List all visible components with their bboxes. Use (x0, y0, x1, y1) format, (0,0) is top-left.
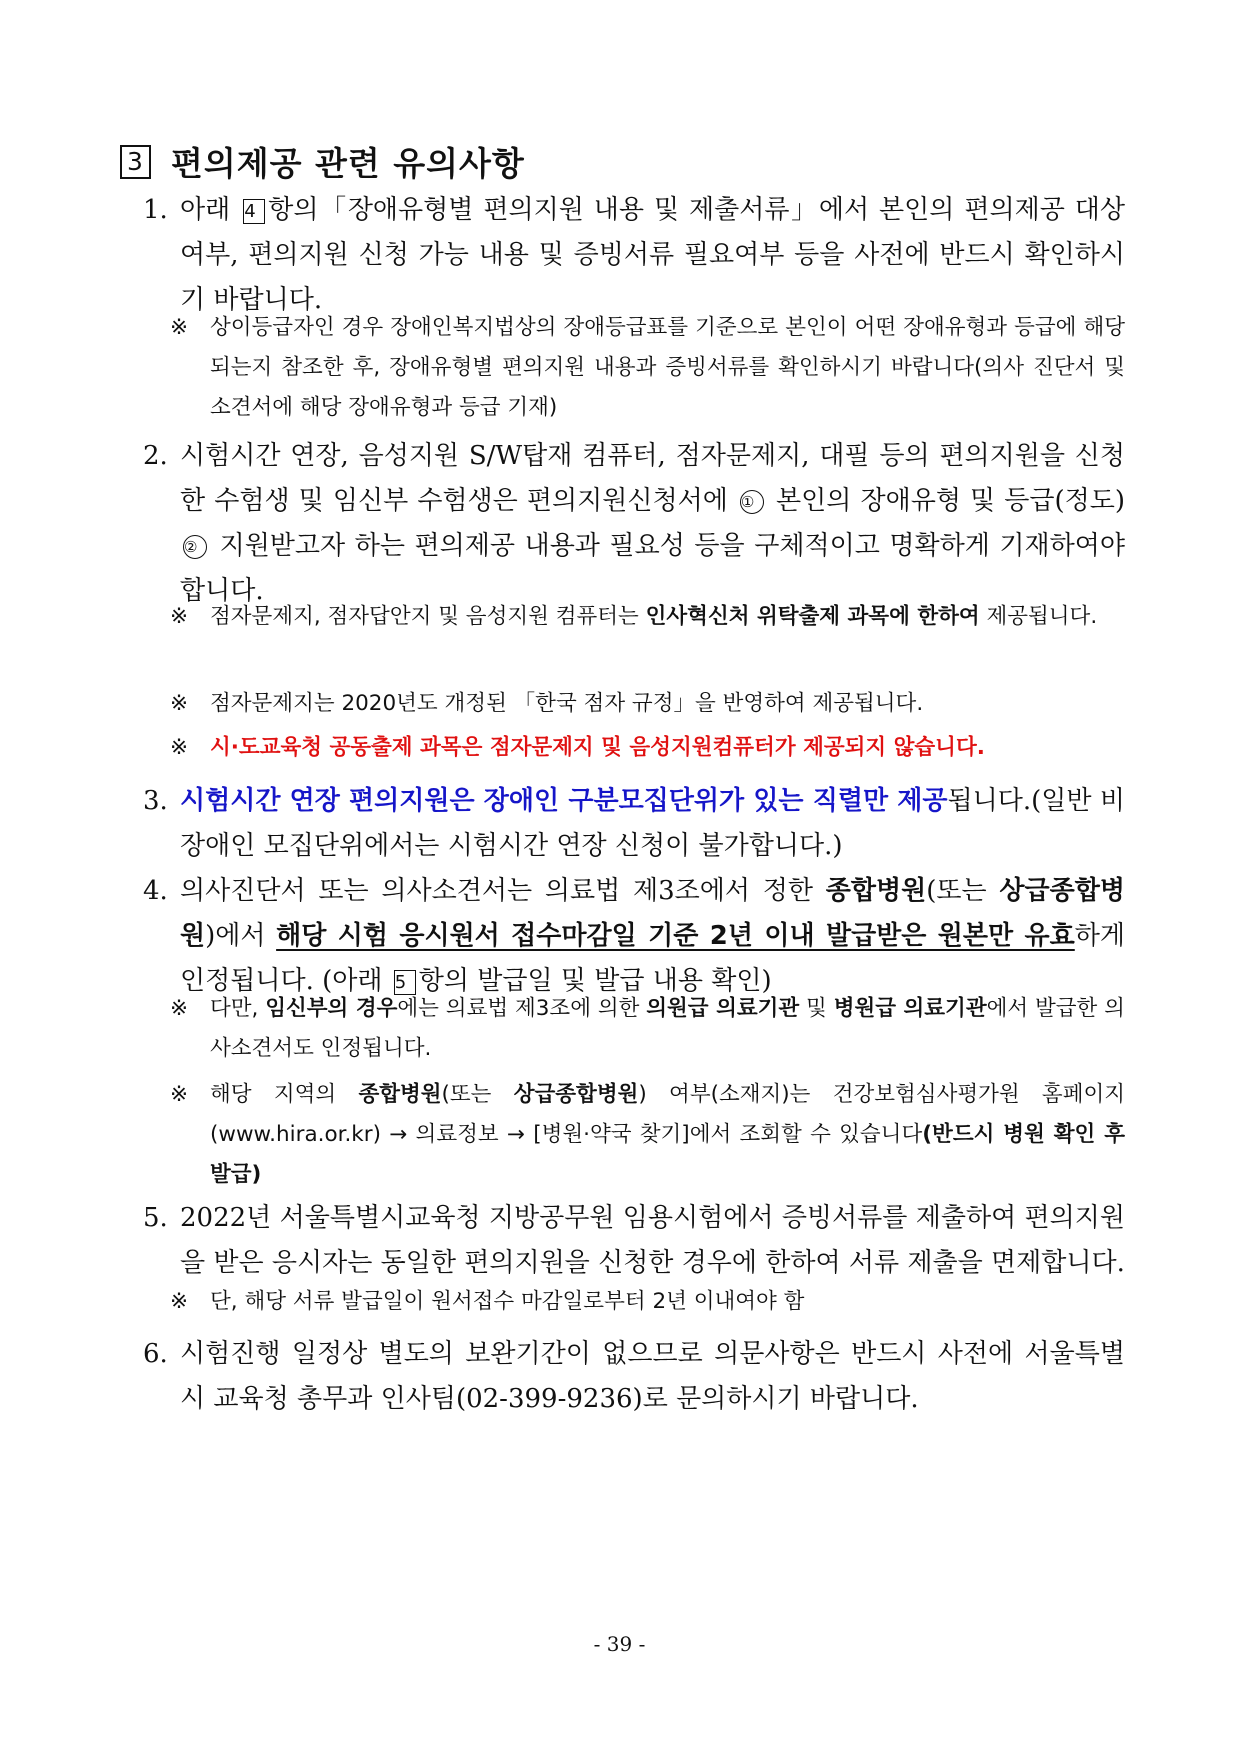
item-number: 3. (143, 786, 168, 816)
note-mark: ※ (170, 735, 189, 760)
blue-bold-text: 시험시간 연장 편의지원은 장애인 구분모집단위가 있는 직렬만 제공 (180, 786, 948, 816)
note-text (210, 597, 1125, 637)
text-span: ) 여부(소재지)는 건강보험심사평가원 홈페이지 (www.hira.or.kr) → 의료정보 → [병원·약국 찾기]에서 조회할 수 있습니다 (210, 1082, 1126, 1147)
note-text: 점자문제지는 2020년도 개정된 「한국 점자 규정」을 반영하여 제공됩니다. (210, 691, 924, 716)
note-mark: ※ (170, 1082, 189, 1107)
list-item-2 (143, 434, 1125, 614)
note-2 (170, 597, 1125, 637)
list-item-4 (143, 869, 1125, 1004)
text-span: 시험시간 연장, 음성지원 S/W탑재 컴퓨터, 점자문제지, 대필 등의 편의지원을 신청한 수험생 및 임신부 수험생은 편의지원신청서에 (180, 441, 1125, 516)
section-number-box: 3 (120, 145, 151, 179)
text-span: )에서 (205, 921, 266, 951)
page-number: - 39 - (593, 1632, 646, 1656)
bold-text: 종합병원 (358, 1082, 442, 1107)
note-mark: ※ (170, 315, 189, 340)
note-text: 상이등급자인 경우 장애인복지법상의 장애등급표를 기준으로 본인이 어떤 장애유형과 등급에 해당되는지 참조한 후, 장애유형별 편의지원 내용과 증빙서류를 확인하시기 바랍니다(의사 진단서 및 소견서에 해당 장애유형과 등급 기재) (210, 315, 1125, 420)
item-number: 6. (143, 1339, 168, 1369)
bold-text: 상급종합병원 (513, 1082, 639, 1107)
note-3 (170, 684, 1125, 724)
note-5 (170, 989, 1125, 1069)
text-span: 본인의 장애유형 및 등급(정도) (776, 486, 1126, 516)
bold-text: 의원급 의료기관 (646, 996, 800, 1021)
item-text: 2022년 서울특별시교육청 지방공무원 임용시험에서 증빙서류를 제출하여 편의지원을 받은 응시자는 동일한 편의지원을 신청한 경우에 한하여 서류 제출을 면제합니다. (180, 1203, 1125, 1278)
note-mark: ※ (170, 604, 189, 629)
text-span: (또는 (926, 876, 987, 906)
text-span: 됩니다.(일반 비장애인 모집단위에서는 시험시간 연장 신청이 불가합니다.) (180, 786, 1125, 861)
text-span: 항의「장애유형별 편의지원 내용 및 제출서류」에서 본인의 편의제공 대상 여부, 편의지원 신청 가능 내용 및 증빙서류 필요여부 등을 사전에 반드시 확인하시기 바랍니다. (180, 195, 1126, 315)
bold-text: 인사혁신처 위탁출제 과목에 한하여 (645, 604, 980, 629)
text-span: 점자문제지, 점자답안지 및 음성지원 컴퓨터는 (210, 604, 639, 629)
note-mark: ※ (170, 1289, 189, 1314)
bold-text: 임신부의 경우 (265, 996, 398, 1021)
circled-number: ① (740, 490, 764, 514)
text-span: 해당 지역의 (210, 1082, 337, 1107)
note-text: 단, 해당 서류 발급일이 원서접수 마감일로부터 2년 이내여야 함 (210, 1289, 805, 1314)
note-mark: ※ (170, 691, 189, 716)
text-span: 및 (806, 996, 827, 1021)
section-heading (120, 138, 525, 185)
circled-number: ② (183, 535, 207, 559)
item-number: 4. (143, 876, 168, 906)
text-span: 하게 인정됩니다. (아래 (180, 921, 1125, 996)
item-text (180, 779, 1125, 869)
note-7 (170, 1282, 1125, 1322)
item-text (180, 188, 1125, 323)
item-number: 5. (143, 1203, 168, 1233)
text-span: (또는 (441, 1082, 492, 1107)
note-text-red: 시·도교육청 공동출제 과목은 점자문제지 및 음성지원컴퓨터가 제공되지 않습니다. (210, 735, 985, 760)
note-mark: ※ (170, 996, 189, 1021)
section-title: 편의제공 관련 유의사항 (171, 144, 525, 183)
item-text: 시험진행 일정상 별도의 보완기간이 없으므로 의문사항은 반드시 사전에 서울특별시 교육청 총무과 인사팀(02-399-9236)로 문의하시기 바랍니다. (180, 1339, 1125, 1414)
text-span: 아래 (180, 195, 231, 225)
note-text (210, 989, 1125, 1069)
item-text (180, 869, 1125, 1004)
bold-text: (반드시 병원 확인 후 발급) (210, 1122, 1125, 1187)
text-span: 항의 발급일 및 발급 내용 확인) (418, 966, 772, 996)
underlined-bold-text: 해당 시험 응시원서 접수마감일 기준 2년 이내 발급받은 원본만 유효 (276, 921, 1075, 951)
bold-text: 상급종합병원 (180, 876, 1126, 951)
bold-text: 종합병원 (825, 876, 927, 906)
text-span: 지원받고자 하는 편의제공 내용과 필요성 등을 구체적이고 명확하게 기재하여야 합니다. (180, 531, 1125, 606)
list-item-6 (143, 1332, 1125, 1422)
list-item-5 (143, 1196, 1125, 1286)
text-span: 에는 의료법 제3조에 의한 (397, 996, 640, 1021)
note-text (210, 1075, 1125, 1195)
section-ref-box: 4 (243, 199, 265, 224)
section-ref-box: 5 (394, 970, 416, 995)
item-number: 2. (143, 441, 168, 471)
note-6 (170, 1075, 1125, 1195)
text-span: 제공됩니다. (986, 604, 1098, 629)
note-4 (170, 728, 1125, 768)
text-span: 의사진단서 또는 의사소견서는 의료법 제3조에서 정한 (180, 876, 813, 906)
bold-text: 병원급 의료기관 (833, 996, 987, 1021)
list-item-1 (143, 188, 1125, 323)
text-span: 에서 발급한 의사소견서도 인정됩니다. (210, 996, 1125, 1061)
item-text (180, 434, 1125, 614)
item-number: 1. (143, 195, 168, 225)
text-span: 다만, (210, 996, 259, 1021)
note-1 (170, 308, 1125, 428)
list-item-3 (143, 779, 1125, 869)
